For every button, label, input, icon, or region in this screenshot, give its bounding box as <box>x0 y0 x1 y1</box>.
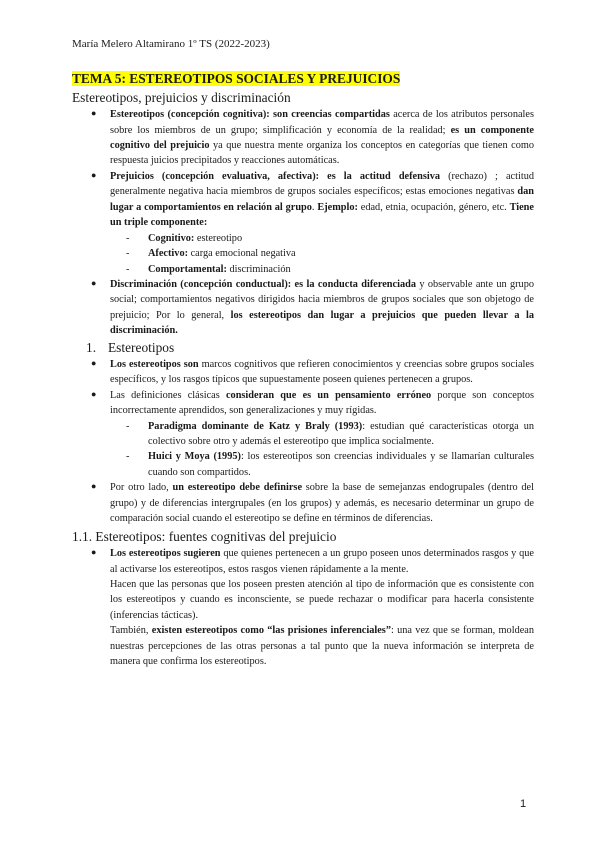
document-title <box>72 71 534 88</box>
section-heading-fuentes-cognitivas: 1.1. Estereotipos: fuentes cognitivas del prejuicio <box>72 528 337 544</box>
component-item: - Cognitivo: estereotipo <box>148 231 534 246</box>
page-number: 1 <box>520 798 527 810</box>
bullet-estereotipos-sugieren: ● Los estereotipos sugieren que quienes pertenecen a un grupo poseen unos determinados rasgos y que al activarse los estereotipos, estos rasgos vienen rápidamente a la mente. <box>110 546 534 577</box>
paragraph-prisiones-inferenciales: También, existen estereotipos como “las prisiones inferenciales”: una vez que se forman, moldean nuestras percepciones de las otras personas a tal punto que la nueva información se interpreta de manera que confirma los estereotipos. <box>110 625 535 668</box>
section-heading-estereotipos: 1. Estereotipos <box>86 339 175 355</box>
bullet-definiciones-clasicas: ● Las definiciones clásicas consideran que es un pensamiento erróneo porque son conceptos incorrectamente aprendidos, son generalizaciones y muy rígidas. - Paradigma dominante de Katz y Braly (1993): estudian qué características otorga un colectivo sobre otro y además el estereotipo que implica socialmente. - Huici y Moya (1995): los estereotipos son creencias individuales y se llamarían culturales cuando son compartidos. <box>110 388 534 481</box>
section3-bullets <box>72 546 534 577</box>
bullet-definicion-estereotipo: ● Por otro lado, un estereotipo debe definirse sobre la base de semejanzas endogrupales (dentro del grupo) y de diferencias intergrupales (en los grupos) y además, es necesario determinar un grupo de comparación social cuando el estereotipo se define en términos de diferencias. <box>110 480 534 526</box>
page-header: María Melero Altamirano 1º TS (2022-2023) <box>72 38 270 50</box>
highlighted-title: TEMA 5: ESTEREOTIPOS SOCIALES Y PREJUICIOS <box>72 71 401 86</box>
component-item: - Comportamental: discriminación <box>148 262 534 277</box>
bullet-estereotipos: ● Estereotipos (concepción cognitiva): son creencias compartidas acerca de los atributos personales sobre los miembros de un grupo; simplificación y economía de la realidad; es un componente cognitivo del prejuicio ya que nuestra mente organiza los conceptos en categorías que tienen como respuesta juicios precipitados y reacciones automáticas. <box>110 107 534 169</box>
section2-bullets <box>72 357 534 527</box>
bullet-discriminacion: ● Discriminación (concepción conductual): es la conducta diferenciada y observable ante un grupo social; comportamientos negativos dirigidos hacia miembros de grupos sociales que son objetogo de prejuicio; Por lo general, los estereotipos dan lugar a prejuicios que pueden llevar a la discriminación. <box>110 277 534 339</box>
section-heading-estereotipos-prejuicios: Estereotipos, prejuicios y discriminación <box>72 89 291 105</box>
section1-bullets <box>72 107 534 339</box>
paragraph-inferencias: Hacen que las personas que los poseen presten atención al tipo de información que es consistente con los estereotipos y cuando es inconsciente, se puede rechazar o modificar para hacerla consistente (inferencias tácticas). <box>110 578 534 621</box>
bullet-marcos-cognitivos: ● Los estereotipos son marcos cognitivos que refieren conocimientos y creencias sobre grupos sociales específicos, y los rasgos típicos que supuestamente poseen quienes pertenecen a grupos. <box>110 357 534 388</box>
bullet-prejuicios: ● Prejuicios (concepción evaluativa, afectiva): es la actitud defensiva (rechazo) ; actitud generalmente negativa hacia miembros de grupos sociales específicos; estas emociones negativas dan lugar a comportamientos en relación al grupo. Ejemplo: edad, etnia, ocupación, género, etc. Tiene un triple componente: - Cognitivo: estereotipo - Afectivo: carga emocional negativa - Comportamental: discriminación <box>110 169 534 277</box>
author-item: - Paradigma dominante de Katz y Braly (1993): estudian qué características otorga un colectivo sobre otro y además el estereotipo que implica socialmente. <box>148 419 534 450</box>
component-item: - Afectivo: carga emocional negativa <box>148 246 534 261</box>
component-list <box>110 231 534 277</box>
authors-list <box>110 419 534 481</box>
document-content <box>72 71 534 670</box>
author-item: - Huici y Moya (1995): los estereotipos son creencias individuales y se llamarían culturales cuando son compartidos. <box>148 449 534 480</box>
